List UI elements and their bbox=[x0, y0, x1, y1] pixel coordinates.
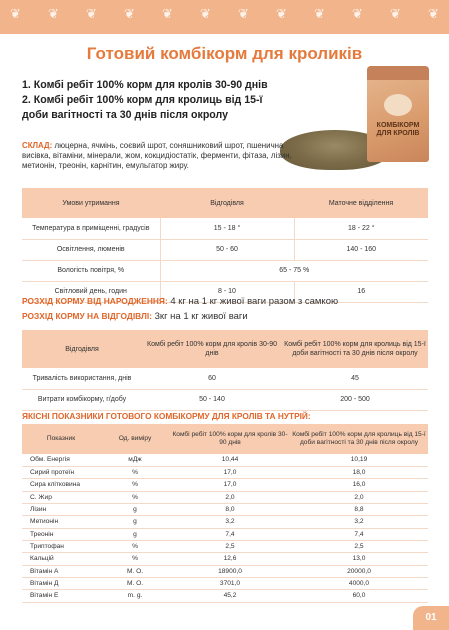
table-row bbox=[22, 553, 428, 565]
table-row bbox=[22, 565, 428, 577]
table-cell: 65 - 75 % bbox=[160, 260, 428, 281]
table-cell: g bbox=[100, 516, 170, 528]
table-cell: g bbox=[100, 528, 170, 540]
table-row bbox=[22, 466, 428, 478]
table-cell: 3,2 bbox=[170, 516, 290, 528]
table-cell: Вітамін А bbox=[22, 565, 100, 577]
table-cell: 16,0 bbox=[290, 479, 428, 491]
table-cell: % bbox=[100, 553, 170, 565]
table-cell: Триптофан bbox=[22, 540, 100, 552]
table-row bbox=[22, 218, 428, 239]
header-banner bbox=[0, 0, 449, 34]
wheat-icon: ❦ bbox=[162, 6, 173, 21]
wheat-icon: ❦ bbox=[124, 6, 135, 21]
wheat-icon: ❦ bbox=[86, 6, 97, 21]
table-row bbox=[22, 260, 428, 281]
table-cell: 4000,0 bbox=[290, 577, 428, 589]
bag-label: КОМБІКОРМ ДЛЯ КРОЛІВ bbox=[376, 122, 420, 137]
table-cell: 50 - 60 bbox=[160, 239, 294, 260]
table-row bbox=[22, 239, 428, 260]
table-cell: 140 - 160 bbox=[294, 239, 428, 260]
table-cell: 13,0 bbox=[290, 553, 428, 565]
table-cell: М. О. bbox=[100, 577, 170, 589]
table-cell: 3,2 bbox=[290, 516, 428, 528]
consumption-birth bbox=[22, 296, 338, 307]
wheat-icon: ❦ bbox=[10, 6, 21, 21]
table-row bbox=[22, 491, 428, 503]
consumption-birth-value: 4 кг на 1 кг живої ваги разом з самкою bbox=[170, 296, 339, 307]
table-row bbox=[22, 577, 428, 589]
table-cell: 7,4 bbox=[290, 528, 428, 540]
product-list bbox=[22, 78, 322, 123]
table-cell: 15 - 18 ° bbox=[160, 218, 294, 239]
table-header-row bbox=[22, 424, 428, 454]
product-line: доби вагітності та 30 днів після окролу bbox=[22, 109, 228, 121]
wheat-icon: ❦ bbox=[48, 6, 59, 21]
table-row bbox=[22, 479, 428, 491]
table-header: Відгодівля bbox=[160, 188, 294, 218]
table-cell: Вологість повітря, % bbox=[22, 260, 160, 281]
consumption-birth-label: РОЗХІД КОРМУ ВІД НАРОДЖЕННЯ: bbox=[22, 296, 168, 306]
table-cell: % bbox=[100, 491, 170, 503]
table-cell: 20000,0 bbox=[290, 565, 428, 577]
quality-table bbox=[22, 424, 428, 603]
fattening-table bbox=[22, 330, 428, 411]
page-number: 01 bbox=[413, 606, 449, 630]
wheat-icon: ❦ bbox=[352, 6, 363, 21]
consumption-fattening bbox=[22, 311, 248, 322]
table-cell: % bbox=[100, 479, 170, 491]
table-cell: Тривалість використання, днів bbox=[22, 368, 142, 389]
table-cell: 8 - 10 bbox=[160, 281, 294, 302]
feed-bag-image bbox=[367, 66, 429, 162]
table-cell: 10,19 bbox=[290, 454, 428, 466]
wheat-icon: ❦ bbox=[200, 6, 211, 21]
table-cell: 60,0 bbox=[290, 590, 428, 602]
table-cell: С. Жир bbox=[22, 491, 100, 503]
bag-top bbox=[367, 66, 429, 80]
table-cell: 18 - 22 ° bbox=[294, 218, 428, 239]
product-line: 1. Комбі ребіт 100% корм для кролів 30-90 днів bbox=[22, 79, 268, 91]
table-header: Комбі ребіт 100% корм для кролів 30-90 днів bbox=[142, 330, 282, 368]
table-cell: Вітамін Д bbox=[22, 577, 100, 589]
table-row bbox=[22, 389, 428, 410]
wheat-icon: ❦ bbox=[238, 6, 249, 21]
table-row bbox=[22, 528, 428, 540]
table-row bbox=[22, 503, 428, 515]
table-row bbox=[22, 516, 428, 528]
table-cell: 2,5 bbox=[170, 540, 290, 552]
table-cell: 8,0 bbox=[170, 503, 290, 515]
table-cell: m. g. bbox=[100, 590, 170, 602]
table-cell: Сирий протеїн bbox=[22, 466, 100, 478]
table-header: Показник bbox=[22, 424, 100, 454]
composition bbox=[22, 141, 298, 171]
quality-section-title: ЯКІСНІ ПОКАЗНИКИ ГОТОВОГО КОМБІКОРМУ ДЛЯ КРОЛІВ ТА НУТРІЙ: bbox=[22, 411, 311, 421]
table-cell: 3701,0 bbox=[170, 577, 290, 589]
table-cell: 18,0 bbox=[290, 466, 428, 478]
table-cell: Лізин bbox=[22, 503, 100, 515]
table-header-row bbox=[22, 330, 428, 368]
table-cell: 200 - 500 bbox=[282, 389, 428, 410]
wheat-icon: ❦ bbox=[428, 6, 439, 21]
table-cell: Треонін bbox=[22, 528, 100, 540]
product-line: 2. Комбі ребіт 100% корм для кролиць від 15-ї bbox=[22, 94, 263, 106]
table-cell: Освітлення, люменів bbox=[22, 239, 160, 260]
table-cell: 18900,0 bbox=[170, 565, 290, 577]
table-cell: 50 - 140 bbox=[142, 389, 282, 410]
wheat-icon: ❦ bbox=[314, 6, 325, 21]
table-header: Комбі ребіт 100% корм для кролів 30-90 днів bbox=[170, 424, 290, 454]
table-cell: мДж bbox=[100, 454, 170, 466]
table-cell: 7,4 bbox=[170, 528, 290, 540]
table-cell: 10,44 bbox=[170, 454, 290, 466]
table-cell: Температура в приміщенні, градусів bbox=[22, 218, 160, 239]
table-cell: 2,0 bbox=[290, 491, 428, 503]
bag-emblem bbox=[384, 94, 412, 116]
table-cell: 45 bbox=[282, 368, 428, 389]
table-cell: 17,0 bbox=[170, 479, 290, 491]
table-cell: Світловий день, годин bbox=[22, 281, 160, 302]
table-cell: Кальцій bbox=[22, 553, 100, 565]
wheat-icon: ❦ bbox=[276, 6, 287, 21]
table-header: Комбі ребіт 100% корм для кролиць від 15-ї доби вагітності та 30 днів після окролу bbox=[282, 330, 428, 368]
table-row bbox=[22, 368, 428, 389]
table-cell: 2,5 bbox=[290, 540, 428, 552]
conditions-table bbox=[22, 188, 428, 303]
table-header: Умови утримання bbox=[22, 188, 160, 218]
table-cell: М. О. bbox=[100, 565, 170, 577]
consumption-fattening-label: РОЗХІД КОРМУ НА ВІДГОДІВЛІ: bbox=[22, 311, 152, 321]
table-header-row bbox=[22, 188, 428, 218]
composition-text: люцерна, ячмінь, соєвий шрот, соняшниковий шрот, пшенична висівка, вітаміни, мінерали, жом, кокцидіостатік, ферменти, фітаза, лізин, метионін, треонін, карнітин, емульгатор жиру. bbox=[22, 141, 292, 170]
table-cell: Вітамін Е bbox=[22, 590, 100, 602]
table-row bbox=[22, 590, 428, 602]
table-cell: 16 bbox=[294, 281, 428, 302]
table-header: Відгодівля bbox=[22, 330, 142, 368]
composition-label: СКЛАД: bbox=[22, 141, 53, 150]
table-header: Од. виміру bbox=[100, 424, 170, 454]
table-cell: Метионін bbox=[22, 516, 100, 528]
table-cell: Витрати комбікорму, г/добу bbox=[22, 389, 142, 410]
table-row bbox=[22, 540, 428, 552]
table-cell: Обм. Енергія bbox=[22, 454, 100, 466]
table-cell: 2,0 bbox=[170, 491, 290, 503]
table-cell: 60 bbox=[142, 368, 282, 389]
table-header: Комбі ребіт 100% корм для кролиць від 15-ї доби вагітності та 30 днів після окролу bbox=[290, 424, 428, 454]
table-header: Маточне відділення bbox=[294, 188, 428, 218]
table-cell: 17,0 bbox=[170, 466, 290, 478]
table-cell: % bbox=[100, 466, 170, 478]
table-cell: 12,6 bbox=[170, 553, 290, 565]
wheat-icon: ❦ bbox=[390, 6, 401, 21]
table-cell: Сира клітковина bbox=[22, 479, 100, 491]
table-cell: 45,2 bbox=[170, 590, 290, 602]
consumption-fattening-value: 3кг на 1 кг живої ваги bbox=[154, 311, 248, 322]
table-cell: 8,8 bbox=[290, 503, 428, 515]
table-cell: g bbox=[100, 503, 170, 515]
table-row bbox=[22, 454, 428, 466]
table-cell: % bbox=[100, 540, 170, 552]
page-title: Готовий комбікорм для кроликів bbox=[86, 44, 363, 63]
